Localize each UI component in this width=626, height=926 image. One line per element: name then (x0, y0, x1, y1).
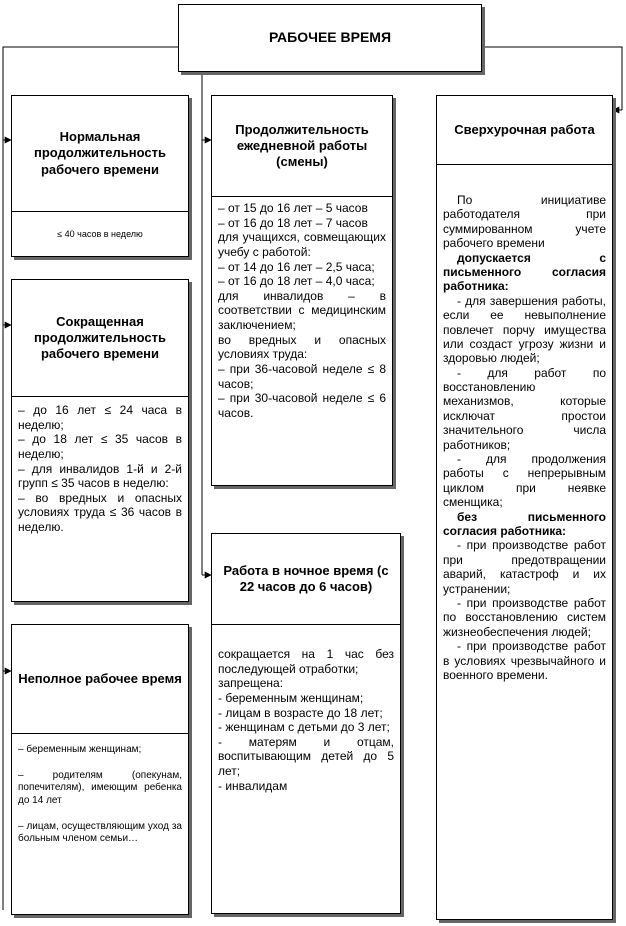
normal-title-box (11, 95, 189, 212)
reduced-item: – до 18 лет ≤ 35 часов в неделю; (18, 432, 182, 461)
night-item: запрещена: (218, 676, 284, 691)
daily-title: Продолжительность ежедневной работы (смены) (235, 121, 369, 170)
normal-title: Нормальная продолжительность рабочего времени (34, 129, 166, 177)
overtime-title: Сверхурочная работа (454, 121, 595, 137)
partial-title: Неполное рабочее время (18, 670, 182, 686)
night-item: - лицам в возрасте до 18 лет; (218, 705, 383, 720)
daily-title-box (211, 95, 393, 197)
daily-item: для учащихся, совмещающих учебу с работой: (218, 230, 386, 259)
daily-item: во вредных и опасных условиях труда: (218, 332, 386, 362)
overtime-title-box (436, 95, 613, 165)
overtime-with-item: - для завершения работы, если ее невыполнение повлечет порчу имущества или создаст угрозу жизни и здоровью людей; (443, 293, 606, 366)
reduced-title-box (11, 279, 189, 397)
daily-item: – от 16 до 18 лет – 4,0 часа; (218, 274, 375, 289)
overtime-intro: По инициативе работодателя при суммированном учете рабочего времени (443, 193, 606, 251)
root-box (178, 4, 482, 72)
night-item: - беременным женщинам; (218, 690, 364, 705)
reduced-title: Сокращенная продолжительность рабочего времени (34, 313, 166, 362)
reduced-item: – до 16 лет ≤ 24 часа в неделю; (18, 403, 182, 432)
overtime-without-item: - при производстве работ по восстановлению систем жизнеобеспечения людей; (443, 595, 606, 639)
daily-item: – при 30-часовой неделе ≤ 6 часов. (218, 391, 386, 420)
night-body-box (211, 624, 401, 914)
partial-item: – лицам, осуществляющим уход за больным членом семьи… (18, 820, 182, 844)
partial-title-box (11, 624, 189, 734)
daily-item: – от 16 до 18 лет – 7 часов (218, 215, 368, 230)
daily-body-box (211, 196, 393, 486)
overtime-without-item: - при производстве работ при предотвращении аварий, катастроф и их устранении; (443, 538, 606, 596)
night-item: сокращается на 1 час без последующей отработки; (218, 647, 394, 676)
daily-item: – от 15 до 16 лет – 5 часов (218, 201, 368, 215)
partial-item: – родителям (опекунам, попечителям), имеющим ребенка до 14 лет (18, 770, 182, 806)
night-item: - матерям и отцам, воспитывающим детей до 5 лет; (218, 734, 394, 778)
root-title: РАБОЧЕЕ ВРЕМЯ (268, 29, 392, 46)
daily-item: для инвалидов – в соответствии с медицинским заключением; (218, 288, 386, 332)
night-title: Работа в ночное время (с 22 часов до 6 часов) (223, 562, 389, 594)
daily-item: – при 36-часовой неделе ≤ 8 часов; (218, 361, 386, 391)
overtime-body-box (436, 164, 613, 920)
overtime-without-consent: без письменного согласия работника: (443, 509, 606, 538)
overtime-with-item: - для продолжения работы с непрерывным циклом при неявке сменщика; (443, 452, 606, 510)
daily-item: – от 14 до 16 лет – 2,5 часа; (218, 259, 375, 274)
reduced-item: – для инвалидов 1-й и 2-й групп ≤ 35 часов в неделю: (18, 461, 182, 491)
overtime-without-item: - при производстве работ в условиях чрезвычайного и военного времени. (443, 639, 606, 682)
partial-body-box (11, 733, 189, 915)
overtime-with-item: - для работ по восстановлению механизмов, которые исключат простои значительного числа работников; (443, 365, 606, 452)
night-title-box (211, 533, 401, 625)
normal-body: ≤ 40 часов в неделю (57, 229, 143, 239)
night-item: - инвалидам (218, 778, 288, 793)
partial-item: – беременным женщинам; (18, 744, 142, 755)
night-item: - женщинам с детьми до 3 лет; (218, 720, 390, 735)
reduced-body-box (11, 396, 189, 602)
normal-body-box (11, 211, 189, 257)
reduced-item: – во вредных и опасных условиях труда ≤ 36 часов в неделю. (18, 490, 182, 534)
overtime-with-consent: допускается с письменного согласия работника: (443, 250, 606, 294)
